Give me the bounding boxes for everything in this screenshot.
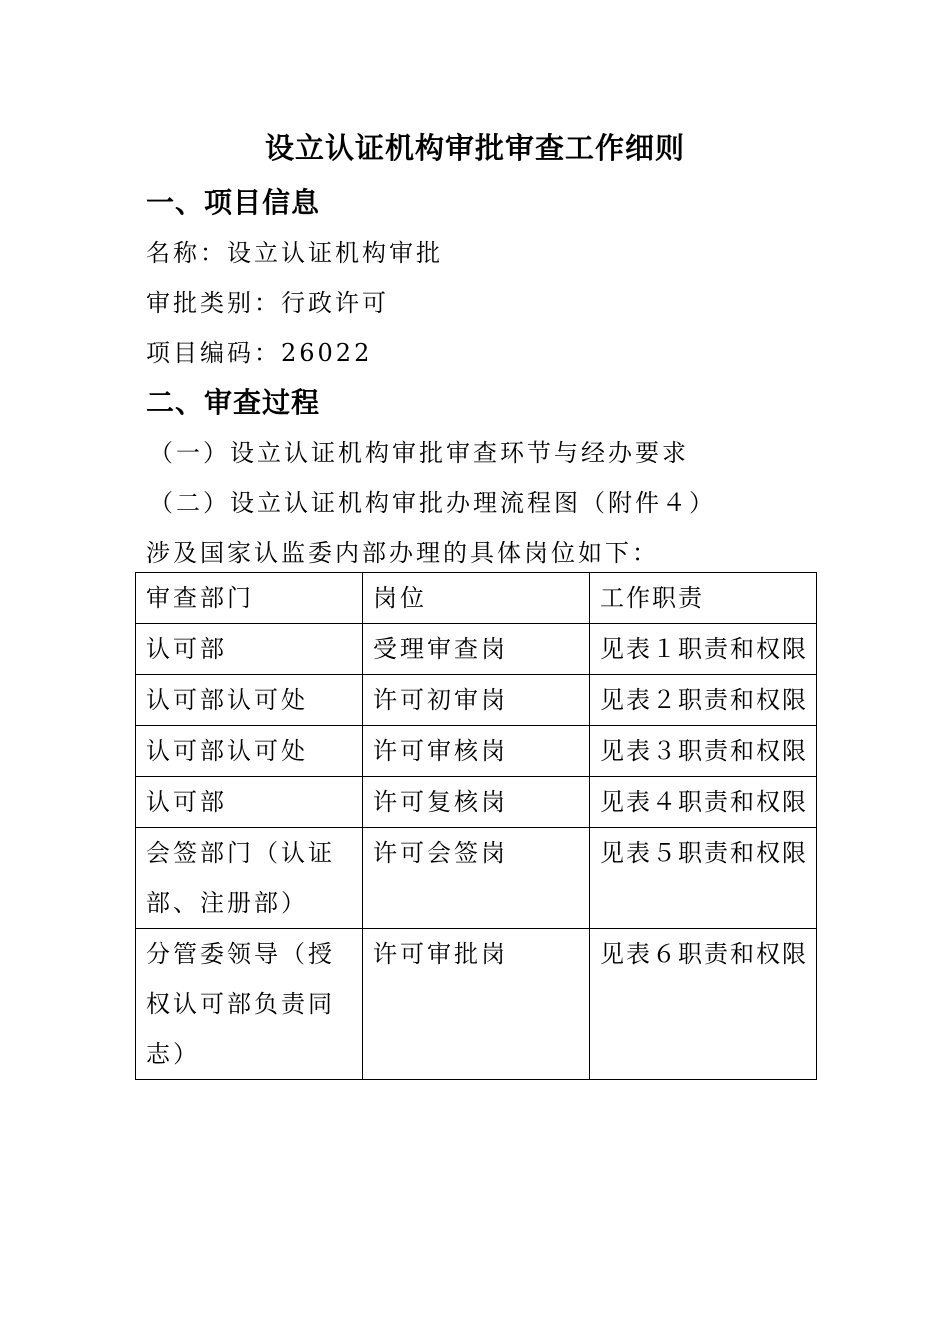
header-position: 岗位 [363, 573, 590, 624]
document-title: 设立认证机构审批审查工作细则 [264, 131, 685, 165]
cell-department: 分管委领导（授权认可部负责同志） [136, 929, 363, 1080]
approval-category-line: 审批类别：行政许可 [146, 289, 389, 317]
cell-position: 许可初审岗 [363, 675, 590, 726]
table-row [136, 726, 817, 777]
table-row [136, 675, 817, 726]
cell-position: 许可审核岗 [363, 726, 590, 777]
cell-duties: 见表２职责和权限 [590, 675, 817, 726]
cell-department: 会签部门（认证部、注册部） [136, 828, 363, 929]
cell-department: 认可部认可处 [136, 675, 363, 726]
cell-position: 许可审批岗 [363, 929, 590, 1080]
table-row [136, 828, 817, 929]
cell-duties: 见表６职责和权限 [590, 929, 817, 1080]
cell-duties: 见表５职责和权限 [590, 828, 817, 929]
positions-table [135, 572, 817, 1080]
cell-department: 认可部 [136, 624, 363, 675]
review-item-1: （一）设立认证机构审批审查环节与经办要求 [149, 439, 689, 467]
section-heading-review-process: 二、审查过程 [146, 386, 321, 419]
table-row [136, 777, 817, 828]
review-item-2: （二）设立认证机构审批办理流程图（附件４） [149, 489, 716, 517]
cell-duties: 见表４职责和权限 [590, 777, 817, 828]
section-heading-project-info: 一、项目信息 [146, 186, 321, 219]
cell-duties: 见表３职责和权限 [590, 726, 817, 777]
cell-position: 许可复核岗 [363, 777, 590, 828]
table-header-row [136, 573, 817, 624]
cell-department: 认可部 [136, 777, 363, 828]
project-name-line: 名称：设立认证机构审批 [146, 239, 443, 267]
positions-intro: 涉及国家认监委内部办理的具体岗位如下： [146, 539, 659, 567]
cell-position: 许可会签岗 [363, 828, 590, 929]
project-code-line: 项目编码：26022 [146, 339, 373, 367]
header-department: 审查部门 [136, 573, 363, 624]
header-duties: 工作职责 [590, 573, 817, 624]
table-row [136, 624, 817, 675]
cell-duties: 见表１职责和权限 [590, 624, 817, 675]
cell-position: 受理审查岗 [363, 624, 590, 675]
table-row [136, 929, 817, 1080]
cell-department: 认可部认可处 [136, 726, 363, 777]
